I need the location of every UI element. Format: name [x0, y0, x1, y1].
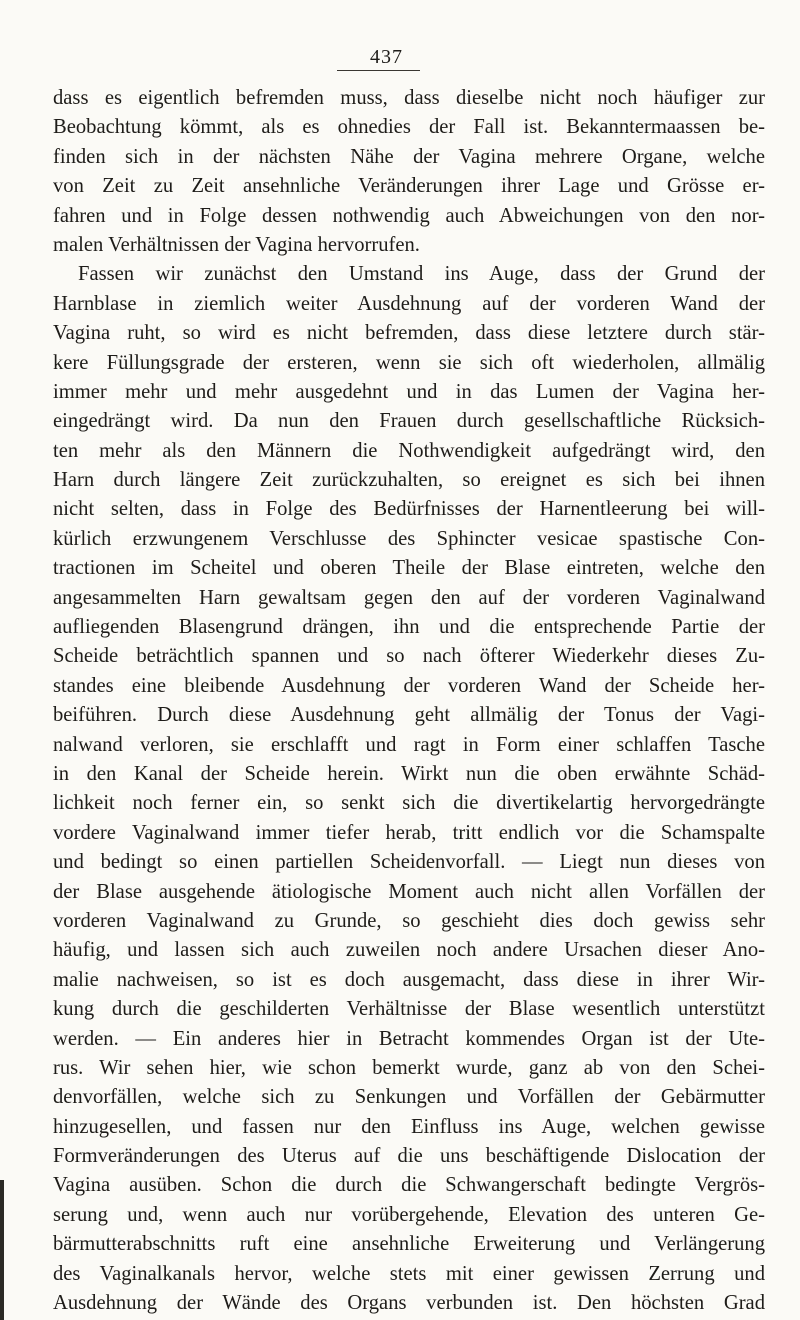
text-line: finden sich in der nächsten Nähe der Vagina mehrere Organe, welche — [53, 145, 765, 168]
text-line: und bedingt so einen partiellen Scheidenvorfall. — Liegt nun dieses von — [53, 851, 765, 874]
text-line: des Vaginalkanals hervor, welche stets mit einer gewissen Zerrung und — [53, 1262, 765, 1285]
text-line: Vagina ruht, so wird es nicht befremden, dass diese letztere durch stär- — [53, 322, 765, 345]
text-line: malen Verhältnissen der Vagina hervorrufen. — [53, 233, 420, 256]
text-line: kung durch die geschilderten Verhältnisse der Blase wesentlich unterstützt — [53, 998, 765, 1021]
text-line: Ausdehnung der Wände des Organs verbunden ist. Den höchsten Grad — [53, 1292, 765, 1315]
text-line: der Blase ausgehende ätiologische Moment auch nicht allen Vorfällen der — [53, 880, 765, 903]
text-line: werden. — Ein anderes hier in Betracht kommendes Organ ist der Ute- — [53, 1027, 765, 1050]
text-line: aufliegenden Blasengrund drängen, ihn und die entsprechende Partie der — [53, 616, 765, 639]
text-line: immer mehr und mehr ausgedehnt und in das Lumen der Vagina her- — [53, 380, 765, 403]
text-line: hinzugesellen, und fassen nur den Einfluss ins Auge, welchen gewisse — [53, 1115, 765, 1138]
text-line: nalwand verloren, sie erschlafft und ragt in Form einer schlaffen Tasche — [53, 733, 765, 756]
text-line: Harn durch längere Zeit zurückzuhalten, so ereignet es sich bei ihnen — [53, 469, 765, 492]
text-line: vordere Vaginalwand immer tiefer herab, tritt endlich vor die Schamspalte — [53, 821, 765, 844]
text-line: lichkeit noch ferner ein, so senkt sich die divertikelartig hervorgedrängte — [53, 792, 765, 815]
text-line: nicht selten, dass in Folge des Bedürfnisses der Harnentleerung bei will- — [53, 498, 765, 521]
text-line: von Zeit zu Zeit ansehnliche Veränderungen ihrer Lage und Grösse er- — [53, 175, 765, 198]
binding-edge — [0, 1180, 4, 1320]
text-line: bärmutterabschnitts ruft eine ansehnliche Erweiterung und Verlängerung — [53, 1233, 765, 1256]
text-line: rus. Wir sehen hier, wie schon bemerkt wurde, ganz ab von den Schei- — [53, 1056, 765, 1079]
text-line: Beobachtung kömmt, als es ohnedies der Fall ist. Bekanntermaassen be- — [53, 116, 765, 139]
text-line: beiführen. Durch diese Ausdehnung geht allmälig der Tonus der Vagi- — [53, 704, 765, 727]
text-line: malie nachweisen, so ist es doch ausgemacht, dass diese in ihrer Wir- — [53, 968, 765, 991]
text-line: fahren und in Folge dessen nothwendig auch Abweichungen von den nor- — [53, 204, 765, 227]
text-line: dass es eigentlich befremden muss, dass dieselbe nicht noch häufiger zur — [53, 87, 765, 109]
body-text — [53, 84, 765, 1318]
paragraph-start-line: Fassen wir zunächst den Umstand ins Auge, dass der Grund der — [78, 263, 765, 286]
text-line: denvorfällen, welche sich zu Senkungen und Vorfällen der Gebärmutter — [53, 1086, 765, 1109]
text-line: standes eine bleibende Ausdehnung der vorderen Wand der Scheide her- — [53, 674, 765, 697]
text-line: eingedrängt wird. Da nun den Frauen durch gesellschaftliche Rücksich- — [53, 410, 765, 433]
page-number-rule — [337, 70, 420, 71]
text-line: in den Kanal der Scheide herein. Wirkt nun die oben erwähnte Schäd- — [53, 762, 765, 785]
text-line: vorderen Vaginalwand zu Grunde, so geschieht dies doch gewiss sehr — [53, 909, 765, 932]
text-line: ten mehr als den Männern die Nothwendigkeit aufgedrängt wird, den — [53, 439, 765, 462]
text-line: häufig, und lassen sich auch zuweilen noch andere Ursachen dieser Ano- — [53, 939, 765, 962]
text-line: Harnblase in ziemlich weiter Ausdehnung auf der vorderen Wand der — [53, 292, 765, 315]
text-line: angesammelten Harn gewaltsam gegen den auf der vorderen Vaginalwand — [53, 586, 765, 609]
text-line: kere Füllungsgrade der ersteren, wenn sie sich oft wiederholen, allmälig — [53, 351, 765, 374]
text-line: kürlich erzwungenem Verschlusse des Sphincter vesicae spastische Con- — [53, 527, 765, 550]
text-line: serung und, wenn auch nur vorübergehende, Elevation des unteren Ge- — [53, 1203, 765, 1226]
text-line: Formveränderungen des Uterus auf die uns beschäftigende Dislocation der — [53, 1145, 765, 1168]
text-line: Scheide beträchtlich spannen und so nach öfterer Wiederkehr dieses Zu- — [53, 645, 765, 668]
page-number: 437 — [370, 46, 403, 68]
text-line: Vagina ausüben. Schon die durch die Schwangerschaft bedingte Vergrös- — [53, 1174, 765, 1197]
text-line: tractionen im Scheitel und oberen Theile der Blase eintreten, welche den — [53, 557, 765, 580]
